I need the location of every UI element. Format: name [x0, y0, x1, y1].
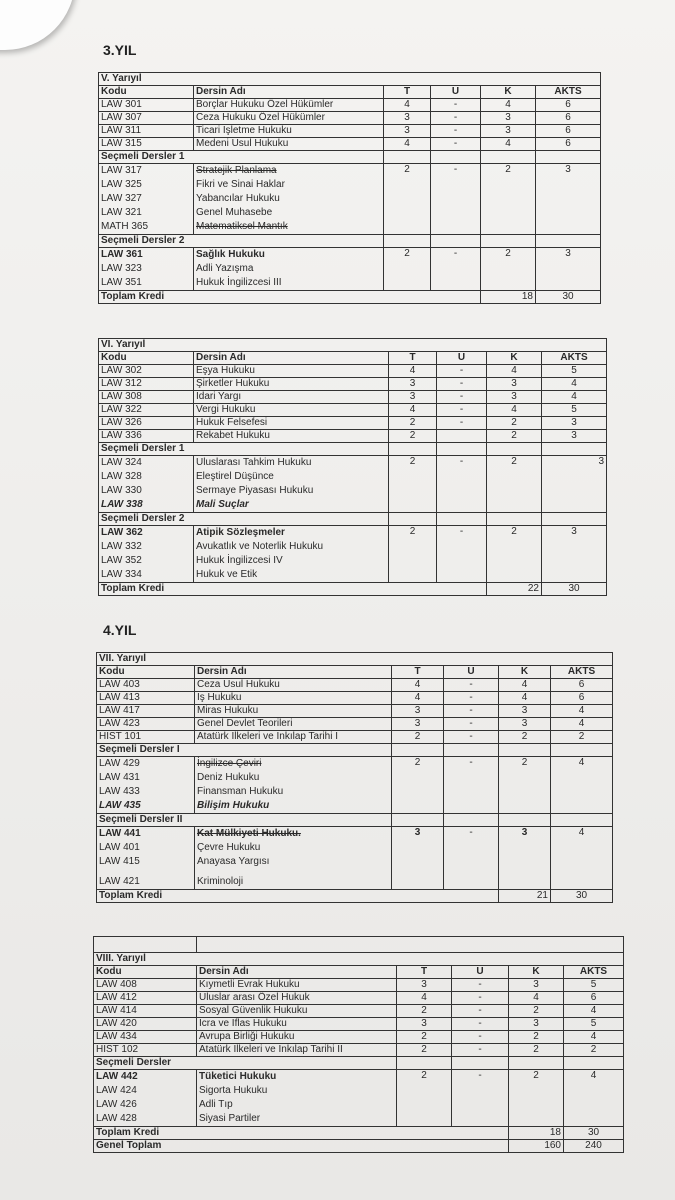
col-code: Kodu [99, 86, 194, 99]
col-code: Kodu [94, 966, 197, 979]
col-u: U [437, 352, 487, 365]
elective-group: LAW 441 LAW 401 LAW 415 LAW 421 Kat Mülkiyeti Hukuku. Çevre Hukuku Anayasa Yargısı Kriminoloji 3 - 3 4 [97, 827, 613, 890]
col-akts: AKTS [536, 86, 601, 99]
col-akts: AKTS [542, 352, 607, 365]
table-row: LAW 311 Ticari İşletme Hukuku 3 - 3 6 [99, 125, 601, 138]
table-row: LAW 403 Ceza Usul Hukuku 4 - 4 6 [97, 679, 613, 692]
col-akts: AKTS [564, 966, 624, 979]
col-code: Kodu [97, 666, 195, 679]
table-row: LAW 326 Hukuk Felsefesi 2 - 2 3 [99, 417, 607, 430]
col-name: Dersin Adı [194, 352, 389, 365]
elective-title: Seçmeli Dersler 2 [99, 513, 389, 526]
page-curl [0, 0, 75, 50]
table-row: LAW 408 Kıymetli Evrak Hukuku 3 - 3 5 [94, 979, 624, 992]
col-t: T [389, 352, 437, 365]
elective-title: Seçmeli Dersler [94, 1057, 397, 1070]
elective-group: LAW 317 LAW 325 LAW 327 LAW 321 MATH 365 Stratejik Planlama Fikri ve Sinai Haklar Yabancılar Hukuku Genel Muhasebe Matematiksel Mantık 2 - 2 3 [99, 164, 601, 235]
elective-group: LAW 429 LAW 431 LAW 433 LAW 435 İngilizce Çeviri Deniz Hukuku Finansman Hukuku Bilişim Hukuku 2 - 2 4 [97, 757, 613, 814]
table-row: LAW 420 İcra ve İflas Hukuku 3 - 3 5 [94, 1018, 624, 1031]
semester-title: V. Yarıyıl [99, 73, 601, 86]
col-name: Dersin Adı [195, 666, 392, 679]
total-row: Toplam Kredi 18 30 [99, 291, 601, 304]
col-t: T [392, 666, 444, 679]
table-row: LAW 307 Ceza Hukuku Özel Hükümler 3 - 3 6 [99, 112, 601, 125]
elective-title: Seçmeli Dersler 1 [99, 443, 389, 456]
total-row: Toplam Kredi 18 30 [94, 1127, 624, 1140]
table-row: LAW 301 Borçlar Hukuku Özel Hükümler 4 - 4 6 [99, 99, 601, 112]
year-4-heading: 4.YIL [103, 622, 137, 638]
col-t: T [397, 966, 452, 979]
col-code: Kodu [99, 352, 194, 365]
table-row: HIST 101 Atatürk İlkeleri ve İnkılap Tarihi I 2 - 2 2 [97, 731, 613, 744]
grand-total-row: Genel Toplam 160 240 [94, 1140, 624, 1153]
col-k: K [487, 352, 542, 365]
col-k: K [509, 966, 564, 979]
semester-8-table [93, 936, 623, 1153]
col-t: T [384, 86, 431, 99]
table-row: LAW 414 Sosyal Güvenlik Hukuku 2 - 2 4 [94, 1005, 624, 1018]
table-row: LAW 417 Miras Hukuku 3 - 3 4 [97, 705, 613, 718]
semester-7-table [96, 652, 612, 903]
elective-group: LAW 324 LAW 328 LAW 330 LAW 338 Uluslarası Tahkim Hukuku Eleştirel Düşünce Sermaye Piyasası Hukuku Mali Suçlar 2 - 2 3 [99, 456, 607, 513]
elective-title: Seçmeli Dersler I [97, 744, 392, 757]
semester-title: VIII. Yarıyıl [94, 953, 624, 966]
elective-title: Seçmeli Dersler 1 [99, 151, 384, 164]
table-row: LAW 302 Eşya Hukuku 4 - 4 5 [99, 365, 607, 378]
year-3-heading: 3.YIL [103, 42, 137, 58]
semester-title: VI. Yarıyıl [99, 339, 607, 352]
table-row: HIST 102 Atatürk İlkeleri ve İnkılap Tarihi II 2 - 2 2 [94, 1044, 624, 1057]
table-row: LAW 312 Şirketler Hukuku 3 - 3 4 [99, 378, 607, 391]
semester-5-table [98, 72, 600, 304]
elective-group: LAW 361 LAW 323 LAW 351 Sağlık Hukuku Adli Yazışma Hukuk İngilizcesi III 2 - 2 3 [99, 248, 601, 291]
table-row: LAW 315 Medeni Usul Hukuku 4 - 4 6 [99, 138, 601, 151]
total-row: Toplam Kredi 22 30 [99, 583, 607, 596]
col-u: U [452, 966, 509, 979]
table-row: LAW 434 Avrupa Birliği Hukuku 2 - 2 4 [94, 1031, 624, 1044]
col-u: U [431, 86, 481, 99]
table-row: LAW 413 İş Hukuku 4 - 4 6 [97, 692, 613, 705]
table-row: LAW 336 Rekabet Hukuku 2 2 3 [99, 430, 607, 443]
elective-group: LAW 442 LAW 424 LAW 426 LAW 428 Tüketici Hukuku Sigorta Hukuku Adli Tıp Siyasi Partiler 2 - 2 4 [94, 1070, 624, 1127]
col-k: K [481, 86, 536, 99]
col-name: Dersin Adı [194, 86, 384, 99]
table-row: LAW 308 İdari Yargı 3 - 3 4 [99, 391, 607, 404]
semester-title: VII. Yarıyıl [97, 653, 613, 666]
table-row: LAW 423 Genel Devlet Teorileri 3 - 3 4 [97, 718, 613, 731]
elective-title: Seçmeli Dersler 2 [99, 235, 384, 248]
table-row: LAW 412 Uluslar arası Özel Hukuk 4 - 4 6 [94, 992, 624, 1005]
table-row: LAW 322 Vergi Hukuku 4 - 4 5 [99, 404, 607, 417]
elective-group: LAW 362 LAW 332 LAW 352 LAW 334 Atipik Sözleşmeler Avukatlık ve Noterlik Hukuku Hukuk İngilizcesi IV Hukuk ve Etik 2 - 2 3 [99, 526, 607, 583]
col-k: K [499, 666, 551, 679]
col-name: Dersin Adı [197, 966, 397, 979]
col-u: U [444, 666, 499, 679]
col-akts: AKTS [551, 666, 613, 679]
total-row: Toplam Kredi 21 30 [97, 890, 613, 903]
semester-6-table [98, 338, 606, 596]
elective-title: Seçmeli Dersler II [97, 814, 392, 827]
